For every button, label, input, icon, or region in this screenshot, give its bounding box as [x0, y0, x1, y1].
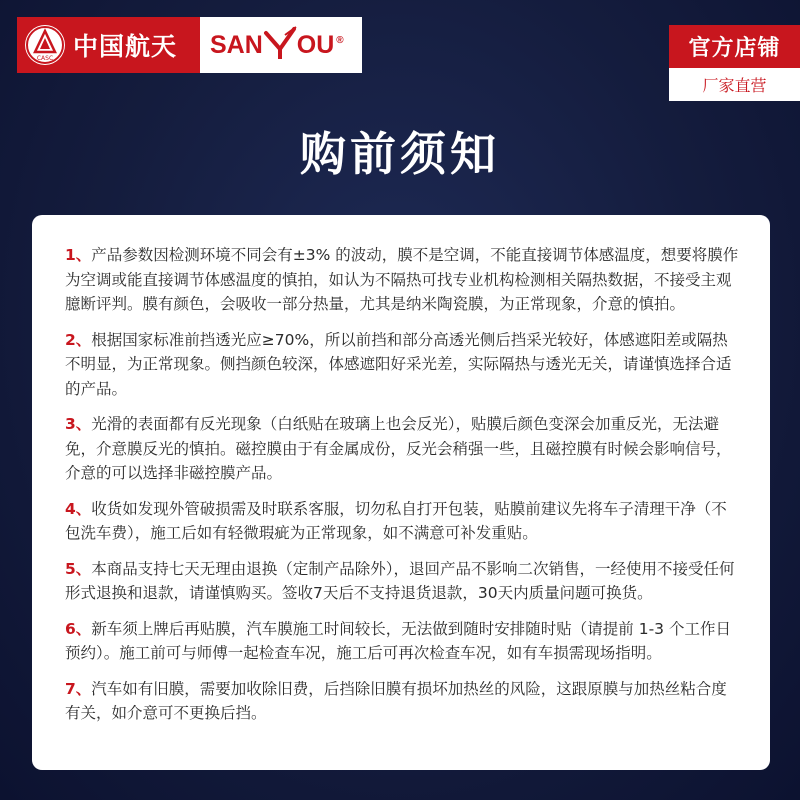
notice-item [65, 677, 742, 726]
notice-text: 新车须上牌后再贴膜，汽车膜施工时间较长，无法做到随时安排随时贴（请提前 1-3 个工作日预约）。施工前可与师傅一起检查车况，施工后可再次检查车况，如有车损需现场指明。 [65, 619, 731, 662]
sanyou-text-head: SAN [210, 30, 263, 59]
notice-item [65, 243, 742, 317]
notice-item [65, 328, 742, 402]
official-store-badge [669, 25, 800, 101]
notice-number: 2、 [65, 330, 92, 349]
brand-cn-name: 中国航天 [73, 32, 178, 61]
notice-number: 5、 [65, 559, 92, 578]
registered-mark: ® [336, 35, 344, 46]
notice-text: 收货如发现外管破损需及时联系客服，切勿私自打开包装，贴膜前建议先将车子清理干净（不包洗车费），施工后如有轻微瑕疵为正常现象，如不满意可补发重贴。 [65, 499, 727, 542]
notice-item [65, 557, 742, 606]
sanyou-wing-icon [263, 25, 297, 65]
casc-emblem-icon [25, 25, 65, 65]
store-label: 官方店铺 [669, 25, 800, 68]
notice-number: 1、 [65, 246, 92, 264]
notice-text: 产品参数因检测环境不同会有±3% 的波动，膜不是空调，不能直接调节体感温度，想要将膜作为空调或能直接调节体感温度的慎拍，如认为不隔热可找专业机构检测相关隔热数据，不接受主观臆断评判。膜有颜色，会吸收一部分热量，尤其是纳米陶瓷膜，为正常现象，介意的慎拍。 [65, 246, 739, 313]
notice-item [65, 497, 742, 546]
brand-logo [17, 17, 362, 73]
casc-logo [17, 17, 200, 73]
notice-item [65, 412, 742, 486]
notice-number: 3、 [65, 415, 92, 433]
notice-card [32, 215, 770, 770]
notice-number: 6、 [65, 619, 92, 638]
emblem-text: CASC [36, 55, 54, 62]
store-sublabel: 厂家直营 [669, 68, 800, 101]
notice-text: 光滑的表面都有反光现象（白纸贴在玻璃上也会反光），贴膜后颜色变深会加重反光，无法避免，介意膜反光的慎拍。磁控膜由于有金属成份，反光会稍强一些，且磁控膜有时候会影响信号，介意的可以选择非磁控膜产品。 [65, 415, 732, 482]
notice-number: 7、 [65, 679, 92, 698]
notice-text: 汽车如有旧膜，需要加收除旧费，后挡除旧膜有损坏加热丝的风险，这跟原膜与加热丝粘合度有关，如介意可不更换后挡。 [65, 679, 727, 722]
page-title: 购前须知 [300, 127, 500, 181]
notice-text: 根据国家标准前挡透光应≥70%，所以前挡和部分高透光侧后挡采光较好，体感遮阳差或隔热不明显，为正常现象。侧挡颜色较深，体感遮阳好采光差，实际隔热与透光无关，请谨慎选择合适的产品。 [65, 330, 732, 398]
notice-item [65, 617, 742, 666]
notice-text: 本商品支持七天无理由退换（定制产品除外），退回产品不影响二次销售，一经使用不接受任何形式退换和退款，请谨慎购买。签收7天后不支持退货退款，30天内质量问题可换货。 [65, 559, 735, 602]
notice-number: 4、 [65, 499, 92, 518]
sanyou-text-tail: OU [296, 30, 335, 59]
sanyou-logo [210, 25, 344, 65]
